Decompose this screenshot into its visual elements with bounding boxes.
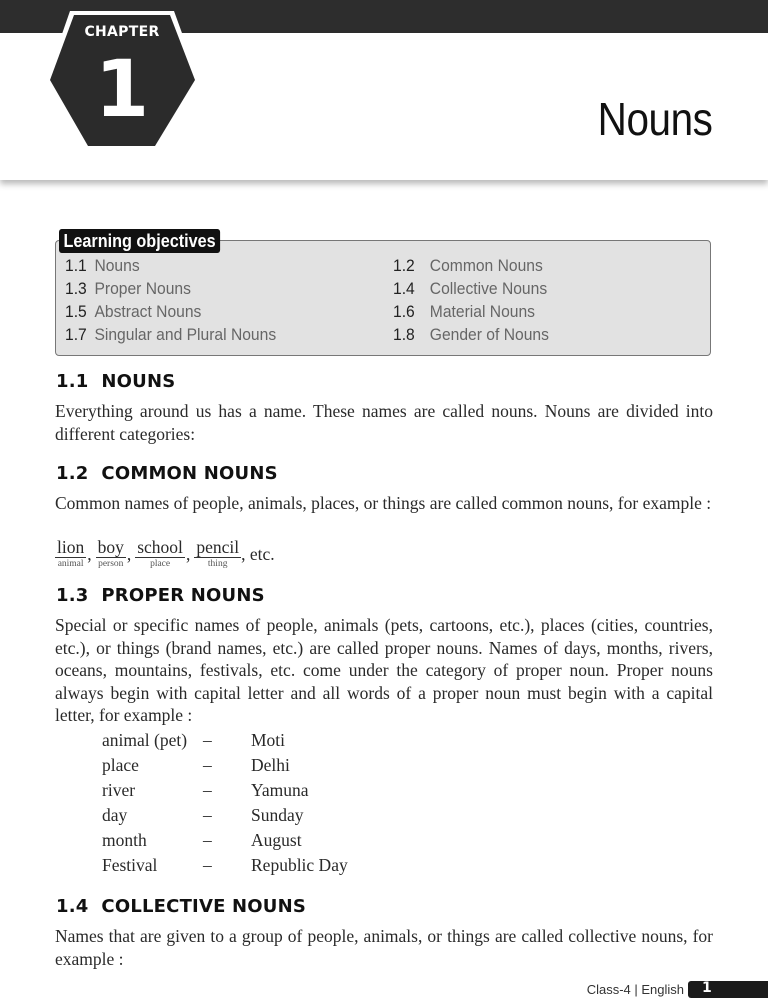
objective-text: Nouns xyxy=(94,256,140,275)
section-heading-nouns: 1.1 NOUNS xyxy=(56,371,176,392)
row-dash: – xyxy=(203,755,212,775)
row-example: Sunday xyxy=(251,805,304,825)
row-dash: – xyxy=(203,805,212,825)
objective-item xyxy=(65,302,201,322)
objective-text: Common Nouns xyxy=(429,256,543,275)
example-etc: , etc. xyxy=(241,544,275,564)
section-heading-collective-nouns: 1.4 COLLECTIVE NOUNS xyxy=(56,896,307,917)
page-number-bar xyxy=(688,981,768,998)
row-dash: – xyxy=(203,780,212,800)
example-category: person xyxy=(98,559,124,569)
section-heading-common-nouns: 1.2 COMMON NOUNS xyxy=(56,463,278,484)
objective-number: 1.8 xyxy=(393,325,415,344)
section-body-nouns: Everything around us has a name. These names are called nouns. Nouns are divided into different categories: xyxy=(55,401,713,444)
row-dash: – xyxy=(203,855,212,875)
example-word: lion xyxy=(57,537,85,557)
objective-item xyxy=(65,256,140,276)
example-fraction xyxy=(135,537,185,571)
objective-text: Collective Nouns xyxy=(429,279,548,298)
objective-text: Material Nouns xyxy=(429,302,535,321)
section-body-collective-nouns: Names that are given to a group of people, animals, or things are called collective nouns, for example : xyxy=(55,926,713,969)
common-noun-examples xyxy=(55,537,279,571)
page-number: 1 xyxy=(702,980,712,996)
row-example: Moti xyxy=(251,730,286,750)
comma: , xyxy=(185,544,191,564)
comma: , xyxy=(126,544,132,564)
objective-text: Abstract Nouns xyxy=(94,302,202,321)
example-fraction xyxy=(194,537,241,571)
example-word: pencil xyxy=(196,537,240,557)
row-example: August xyxy=(251,830,302,850)
objective-item xyxy=(393,325,549,345)
objective-number: 1.1 xyxy=(65,256,87,275)
row-example: Delhi xyxy=(251,755,290,775)
chapter-number: 1 xyxy=(94,45,150,135)
objective-item xyxy=(65,325,276,345)
row-kind: Festival xyxy=(102,855,158,875)
footer-book-label: Class-4 | English xyxy=(586,982,684,997)
learning-objectives-label: Learning objectives xyxy=(59,229,220,253)
row-dash: – xyxy=(203,730,212,750)
section-body-proper-nouns: Special or specific names of people, animals (pets, cartoons, etc.), places (cities, countries, etc.), or things (brand names, etc.) are called proper nouns. Names of days, months, rivers, oceans, mountains, festivals, etc. come under the category of proper noun. Proper nouns always begin with capital letter and all words of a proper noun must begin with a capital letter, for example : xyxy=(55,615,713,726)
example-word: boy xyxy=(97,537,124,557)
example-word: school xyxy=(137,537,183,557)
objective-text: Proper Nouns xyxy=(94,279,191,298)
objective-item xyxy=(393,279,547,299)
objective-item xyxy=(393,256,543,276)
page-title: Nouns xyxy=(597,93,712,145)
row-kind: river xyxy=(102,780,136,800)
objective-item xyxy=(393,302,535,322)
objective-number: 1.2 xyxy=(393,256,415,275)
row-kind: place xyxy=(102,755,139,775)
row-example: Yamuna xyxy=(251,780,309,800)
row-example: Republic Day xyxy=(251,855,348,875)
example-category: place xyxy=(150,559,171,569)
comma: , xyxy=(87,544,92,564)
objective-number: 1.4 xyxy=(393,279,415,298)
example-fraction xyxy=(96,537,126,571)
chapter-label: CHAPTER xyxy=(84,24,160,40)
row-kind: month xyxy=(102,830,147,850)
row-dash: – xyxy=(203,830,212,850)
section-body-common-nouns: Common names of people, animals, places, or things are called common nouns, for example : xyxy=(55,493,712,513)
objective-number: 1.7 xyxy=(65,325,87,344)
example-category: thing xyxy=(207,559,228,569)
row-kind: day xyxy=(102,805,128,825)
objective-text: Singular and Plural Nouns xyxy=(94,325,277,344)
objective-number: 1.6 xyxy=(393,302,415,321)
objective-number: 1.3 xyxy=(65,279,87,298)
section-heading-proper-nouns: 1.3 PROPER NOUNS xyxy=(56,585,265,606)
example-category: animal xyxy=(57,559,84,569)
example-fraction xyxy=(55,537,86,571)
row-kind: animal (pet) xyxy=(102,730,188,750)
objective-item xyxy=(65,279,191,299)
objective-text: Gender of Nouns xyxy=(429,325,549,344)
objective-number: 1.5 xyxy=(65,302,87,321)
